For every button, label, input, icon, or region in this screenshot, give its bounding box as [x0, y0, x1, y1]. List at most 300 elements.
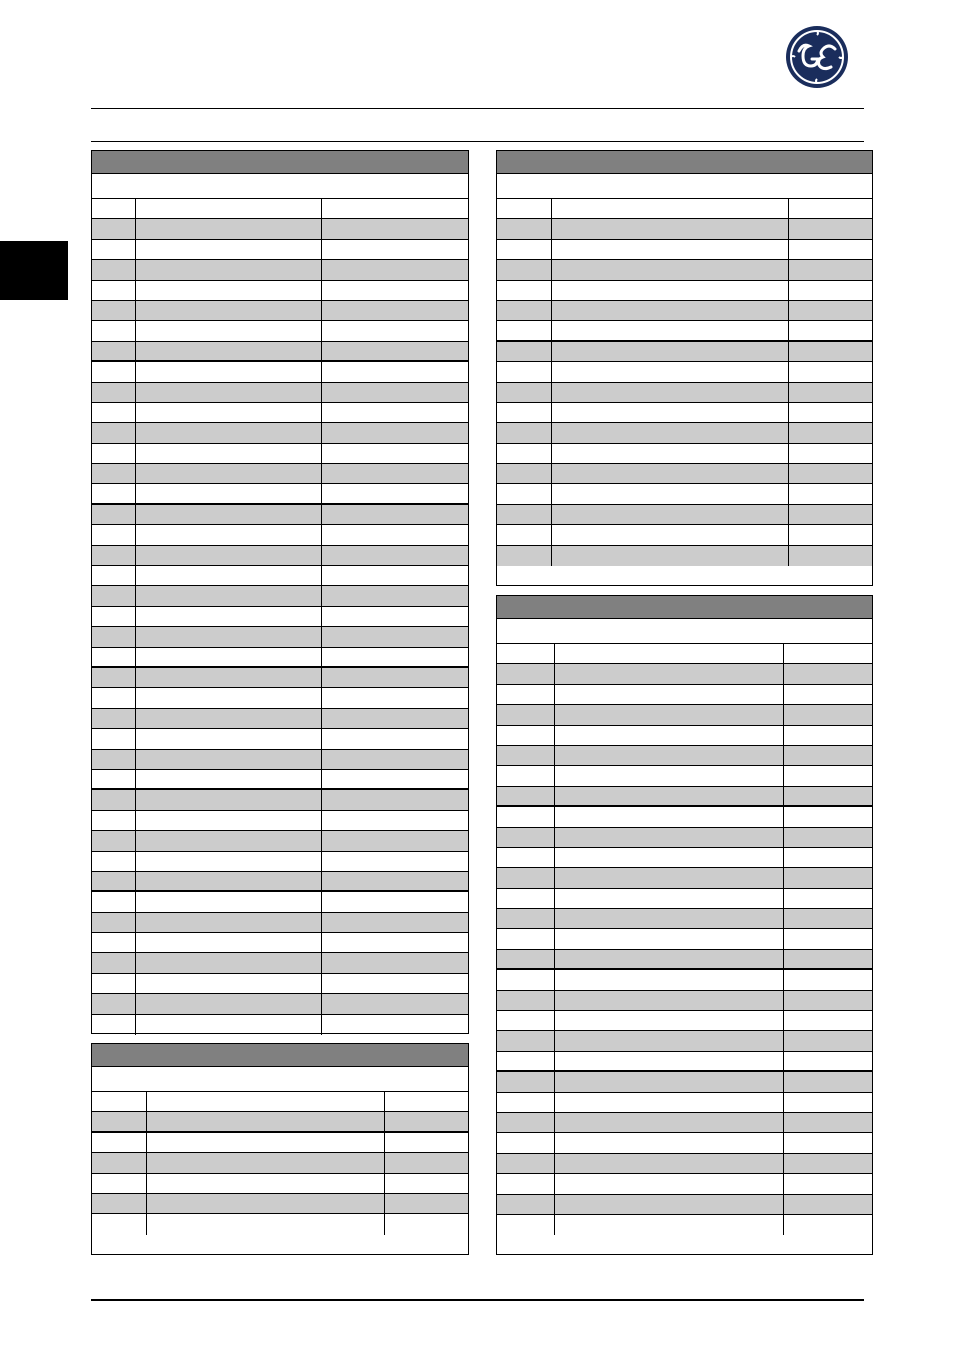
table-subtitle-bar — [497, 619, 872, 644]
table-row — [497, 929, 872, 949]
table-cell-name — [136, 607, 322, 626]
table-cell-number — [497, 644, 555, 663]
table-cell-value — [322, 770, 468, 788]
table-cell-name — [136, 811, 322, 830]
table-cell-number — [92, 240, 136, 259]
table-cell-number — [497, 1093, 555, 1112]
table-cell-name — [555, 1093, 784, 1112]
table-subtitle-bar — [497, 174, 872, 199]
table-row — [92, 688, 468, 708]
table-cell-number — [92, 1015, 136, 1035]
table-cell-number — [92, 342, 136, 360]
table-cell-number — [497, 199, 552, 218]
table-cell-value — [789, 423, 872, 442]
table-row — [92, 852, 468, 872]
table-row — [92, 423, 468, 443]
table-row — [92, 546, 468, 566]
table-cell-name — [136, 648, 322, 666]
table-cell-name — [136, 321, 322, 340]
table-cell-value — [789, 464, 872, 483]
table-row — [497, 1052, 872, 1072]
table-row — [497, 423, 872, 443]
table-cell-name — [552, 321, 789, 339]
table-cell-value — [784, 909, 872, 928]
table-cell-number — [92, 872, 136, 890]
table-cell-number — [92, 403, 136, 422]
table-cell-name — [136, 260, 322, 279]
table-row — [497, 321, 872, 341]
table-cell-number — [92, 219, 136, 238]
table-cell-value — [322, 505, 468, 524]
table-row — [92, 1112, 468, 1132]
table-cell-value — [789, 484, 872, 503]
table-cell-name — [136, 301, 322, 320]
table-cell-number — [92, 1092, 147, 1111]
table-cell-value — [789, 219, 872, 238]
table-row — [497, 1133, 872, 1153]
table-row — [497, 746, 872, 766]
table-cell-name — [147, 1194, 385, 1213]
table-cell-value — [784, 868, 872, 887]
table-cell-value — [322, 566, 468, 585]
table-cell-number — [92, 1194, 147, 1213]
table-cell-value — [385, 1194, 468, 1213]
table-cell-number — [92, 301, 136, 320]
table-cell-name — [136, 709, 322, 728]
table-row — [92, 219, 468, 239]
table-cell-value — [789, 383, 872, 402]
table-row — [92, 525, 468, 545]
table-cell-name — [552, 484, 789, 503]
table-title-bar — [92, 1044, 468, 1067]
table-cell-name — [552, 444, 789, 463]
table-cell-value — [385, 1153, 468, 1172]
table-cell-name — [555, 644, 784, 663]
table-cell-value — [322, 444, 468, 463]
table-cell-name — [147, 1214, 385, 1234]
table-cell-name — [555, 909, 784, 928]
table-cell-number — [497, 746, 555, 765]
table-cell-value — [784, 1215, 872, 1235]
table-cell-name — [136, 933, 322, 952]
table-cell-name — [555, 929, 784, 948]
table-cell-number — [497, 444, 552, 463]
table-cell-number — [92, 852, 136, 871]
table-cell-number — [92, 974, 136, 993]
table-cell-number — [497, 383, 552, 402]
table-row — [497, 199, 872, 219]
table-cell-value — [322, 484, 468, 502]
table-cell-number — [497, 281, 552, 300]
table-cell-name — [136, 240, 322, 259]
table-row — [497, 219, 872, 239]
table-cell-name — [136, 627, 322, 646]
table-cell-number — [92, 464, 136, 483]
table-row — [92, 240, 468, 260]
table-cell-number — [92, 525, 136, 544]
table-cell-number — [92, 281, 136, 300]
table-cell-number — [92, 648, 136, 666]
table-row — [497, 505, 872, 525]
table-row — [92, 1133, 468, 1153]
table-cell-name — [555, 746, 784, 765]
table-cell-number — [497, 403, 552, 422]
table-cell-name — [136, 505, 322, 524]
table-cell-number — [92, 729, 136, 748]
table-cell-name — [136, 525, 322, 544]
table-row — [92, 1214, 468, 1234]
table-cell-value — [784, 1011, 872, 1030]
table-cell-number — [497, 766, 555, 785]
table-cell-number — [497, 342, 552, 361]
footer-rule — [91, 1299, 864, 1301]
table-cell-name — [552, 423, 789, 442]
table-cell-value — [322, 709, 468, 728]
table-cell-name — [555, 1195, 784, 1214]
table-row — [92, 321, 468, 341]
table-cell-name — [555, 1072, 784, 1091]
table-cell-value — [784, 889, 872, 908]
table-cell-name — [552, 403, 789, 422]
table-cell-number — [92, 770, 136, 788]
table-cell-value — [784, 685, 872, 704]
table-cell-number — [497, 505, 552, 524]
table-cell-value — [322, 403, 468, 422]
table-cell-value — [322, 648, 468, 666]
table-subtitle-bar — [92, 1067, 468, 1092]
table-row — [92, 1015, 468, 1035]
table-cell-value — [322, 607, 468, 626]
table-cell-number — [497, 929, 555, 948]
table-cell-name — [136, 974, 322, 993]
table-cell-value — [322, 750, 468, 769]
table-cell-number — [92, 484, 136, 502]
table-row — [497, 1093, 872, 1113]
table-cell-number — [497, 1113, 555, 1132]
table-cell-name — [147, 1092, 385, 1111]
table-cell-value — [322, 852, 468, 871]
table-row — [92, 770, 468, 790]
table-cell-number — [497, 1072, 555, 1091]
table-cell-name — [136, 852, 322, 871]
table-cell-value — [784, 848, 872, 867]
table-cell-value — [784, 1154, 872, 1173]
table-row — [92, 892, 468, 912]
table-row — [92, 790, 468, 810]
table-row — [497, 828, 872, 848]
table-row — [92, 831, 468, 851]
table-row — [497, 991, 872, 1011]
table-cell-value — [784, 746, 872, 765]
table-row — [92, 444, 468, 464]
table-cell-name — [136, 383, 322, 402]
table-cell-value — [784, 991, 872, 1010]
table-cell-name — [136, 729, 322, 748]
table-cell-name — [555, 1154, 784, 1173]
table-row — [497, 1215, 872, 1235]
table-row — [92, 709, 468, 729]
table-cell-value — [322, 301, 468, 320]
table-row — [497, 766, 872, 786]
table-cell-name — [136, 281, 322, 300]
table-cell-number — [497, 950, 555, 968]
table-cell-number — [92, 566, 136, 585]
table-cell-value — [385, 1112, 468, 1130]
header-rule-top — [91, 108, 864, 109]
table-row — [92, 199, 468, 219]
table-cell-number — [92, 1174, 147, 1193]
table-cell-number — [92, 1153, 147, 1172]
table-cell-name — [552, 464, 789, 483]
table-cell-number — [497, 1031, 555, 1050]
table-cell-value — [322, 240, 468, 259]
table-cell-number — [497, 525, 552, 544]
table-cell-name — [136, 464, 322, 483]
table-cell-number — [92, 383, 136, 402]
table-cell-number — [92, 1133, 147, 1152]
table-cell-value — [784, 1093, 872, 1112]
table-cell-value — [322, 831, 468, 850]
table-cell-value — [322, 342, 468, 360]
table-cell-value — [789, 342, 872, 361]
table-row — [92, 974, 468, 994]
table-cell-number — [92, 913, 136, 932]
table-cell-name — [147, 1174, 385, 1193]
table-cell-name — [555, 766, 784, 785]
table-row — [92, 648, 468, 668]
table-row — [497, 1113, 872, 1133]
table-cell-value — [784, 1174, 872, 1193]
table-cell-name — [147, 1133, 385, 1152]
table-row — [497, 403, 872, 423]
table-cell-name — [555, 664, 784, 683]
table-cell-number — [497, 1052, 555, 1070]
table-row — [92, 383, 468, 403]
table-cell-name — [136, 953, 322, 972]
table-cell-number — [497, 321, 552, 339]
table-cell-number — [497, 362, 552, 381]
table-cell-number — [497, 787, 555, 805]
table-cell-name — [552, 219, 789, 238]
table-cell-value — [322, 260, 468, 279]
table-row — [497, 705, 872, 725]
table-cell-value — [322, 321, 468, 340]
table-row — [497, 970, 872, 990]
table-cell-name — [552, 546, 789, 566]
ge-logo-icon — [785, 25, 849, 89]
table-cell-name — [555, 868, 784, 887]
table-cell-value — [322, 1015, 468, 1035]
table-row — [497, 664, 872, 684]
table-row — [92, 1194, 468, 1214]
table-row — [497, 807, 872, 827]
table-row — [92, 586, 468, 606]
table-cell-value — [784, 807, 872, 826]
table-cell-number — [497, 909, 555, 928]
table-cell-value — [322, 281, 468, 300]
table-cell-value — [322, 811, 468, 830]
table-row — [497, 1072, 872, 1092]
table-cell-value — [322, 790, 468, 809]
table-cell-number — [92, 831, 136, 850]
table-cell-number — [497, 726, 555, 745]
table-cell-value — [322, 199, 468, 218]
table-row — [497, 464, 872, 484]
table-row — [92, 729, 468, 749]
table-cell-value — [322, 464, 468, 483]
table-cell-name — [555, 807, 784, 826]
table-row — [92, 403, 468, 423]
table-cell-value — [784, 664, 872, 683]
table-cell-name — [555, 1174, 784, 1193]
table-cell-value — [385, 1214, 468, 1234]
table-cell-name — [136, 994, 322, 1013]
table-cell-name — [136, 831, 322, 850]
table-row — [92, 301, 468, 321]
table-cell-number — [497, 1215, 555, 1235]
table-cell-name — [552, 199, 789, 218]
table-cell-value — [322, 586, 468, 605]
table-cell-value — [322, 219, 468, 238]
table-row — [92, 362, 468, 382]
table-cell-number — [497, 1154, 555, 1173]
table-row — [497, 868, 872, 888]
table-cell-value — [784, 950, 872, 968]
table-cell-value — [385, 1174, 468, 1193]
table-cell-name — [555, 828, 784, 847]
table-cell-name — [136, 566, 322, 585]
table-cell-number — [92, 546, 136, 565]
table-cell-number — [497, 423, 552, 442]
table-cell-value — [789, 281, 872, 300]
table-row — [497, 444, 872, 464]
table-cell-number — [92, 260, 136, 279]
table-cell-name — [555, 1113, 784, 1132]
table-row — [92, 1174, 468, 1194]
table-cell-number — [497, 240, 552, 259]
table-row — [497, 848, 872, 868]
table-cell-number — [497, 1011, 555, 1030]
table-cell-name — [555, 726, 784, 745]
table-cell-number — [92, 199, 136, 218]
table-cell-name — [555, 848, 784, 867]
table-cell-number — [92, 953, 136, 972]
table-cell-value — [784, 1031, 872, 1050]
table-cell-value — [789, 260, 872, 279]
table-row — [92, 750, 468, 770]
table-title-bar — [92, 151, 468, 174]
table-cell-value — [784, 1072, 872, 1091]
table-cell-name — [147, 1153, 385, 1172]
table-cell-number — [92, 505, 136, 524]
table-cell-number — [497, 991, 555, 1010]
table-cell-number — [92, 423, 136, 442]
table-cell-value — [784, 828, 872, 847]
table-cell-value — [322, 994, 468, 1013]
table-row — [92, 953, 468, 973]
chapter-tab — [0, 241, 68, 300]
table-row — [92, 811, 468, 831]
table-row — [92, 627, 468, 647]
table-cell-value — [322, 383, 468, 402]
table-cell-name — [555, 685, 784, 704]
table-row — [497, 644, 872, 664]
table-cell-name — [136, 790, 322, 809]
table-cell-value — [322, 525, 468, 544]
table-cell-number — [497, 868, 555, 887]
table-row — [92, 607, 468, 627]
table-row — [497, 342, 872, 362]
table-cell-value — [784, 970, 872, 989]
table-cell-name — [552, 281, 789, 300]
table-row — [92, 913, 468, 933]
table-cell-value — [789, 525, 872, 544]
table-cell-number — [92, 607, 136, 626]
table-cell-value — [322, 729, 468, 748]
table-cell-value — [784, 644, 872, 663]
table-cell-value — [784, 1113, 872, 1132]
table-cell-value — [322, 892, 468, 911]
table-row — [92, 668, 468, 688]
table-cell-name — [136, 892, 322, 911]
table-cell-name — [136, 913, 322, 932]
table-row — [497, 484, 872, 504]
table-cell-name — [136, 750, 322, 769]
table-cell-name — [555, 1052, 784, 1070]
table-subtitle-bar — [92, 174, 468, 199]
table-cell-value — [322, 362, 468, 381]
table-cell-name — [136, 586, 322, 605]
table-cell-number — [497, 807, 555, 826]
table-row — [497, 889, 872, 909]
table-cell-name — [147, 1112, 385, 1130]
table-cell-name — [555, 991, 784, 1010]
table-cell-number — [92, 668, 136, 687]
table-cell-number — [497, 260, 552, 279]
table-cell-number — [497, 1174, 555, 1193]
table-row — [92, 484, 468, 504]
table-cell-number — [497, 889, 555, 908]
table-cell-value — [322, 872, 468, 890]
table-cell-name — [552, 342, 789, 361]
table-cell-number — [497, 705, 555, 724]
table-cell-name — [552, 383, 789, 402]
table-cell-value — [784, 726, 872, 745]
table-row — [92, 933, 468, 953]
table-cell-value — [385, 1133, 468, 1152]
table-cell-number — [92, 1214, 147, 1234]
table-row — [92, 566, 468, 586]
table-cell-value — [784, 929, 872, 948]
table-cell-number — [497, 970, 555, 989]
table-row — [497, 726, 872, 746]
table-cell-number — [92, 444, 136, 463]
table-row — [497, 950, 872, 970]
table-cell-number — [497, 219, 552, 238]
table-cell-name — [555, 1011, 784, 1030]
header-rule-second — [91, 141, 864, 142]
table-cell-value — [322, 627, 468, 646]
table-cell-number — [497, 1195, 555, 1214]
table-cell-number — [92, 892, 136, 911]
table-cell-value — [789, 505, 872, 524]
table-cell-value — [789, 199, 872, 218]
table-cell-name — [136, 199, 322, 218]
table-cell-number — [497, 1133, 555, 1152]
table-cell-value — [322, 423, 468, 442]
table-cell-name — [136, 403, 322, 422]
table-row — [497, 1174, 872, 1194]
